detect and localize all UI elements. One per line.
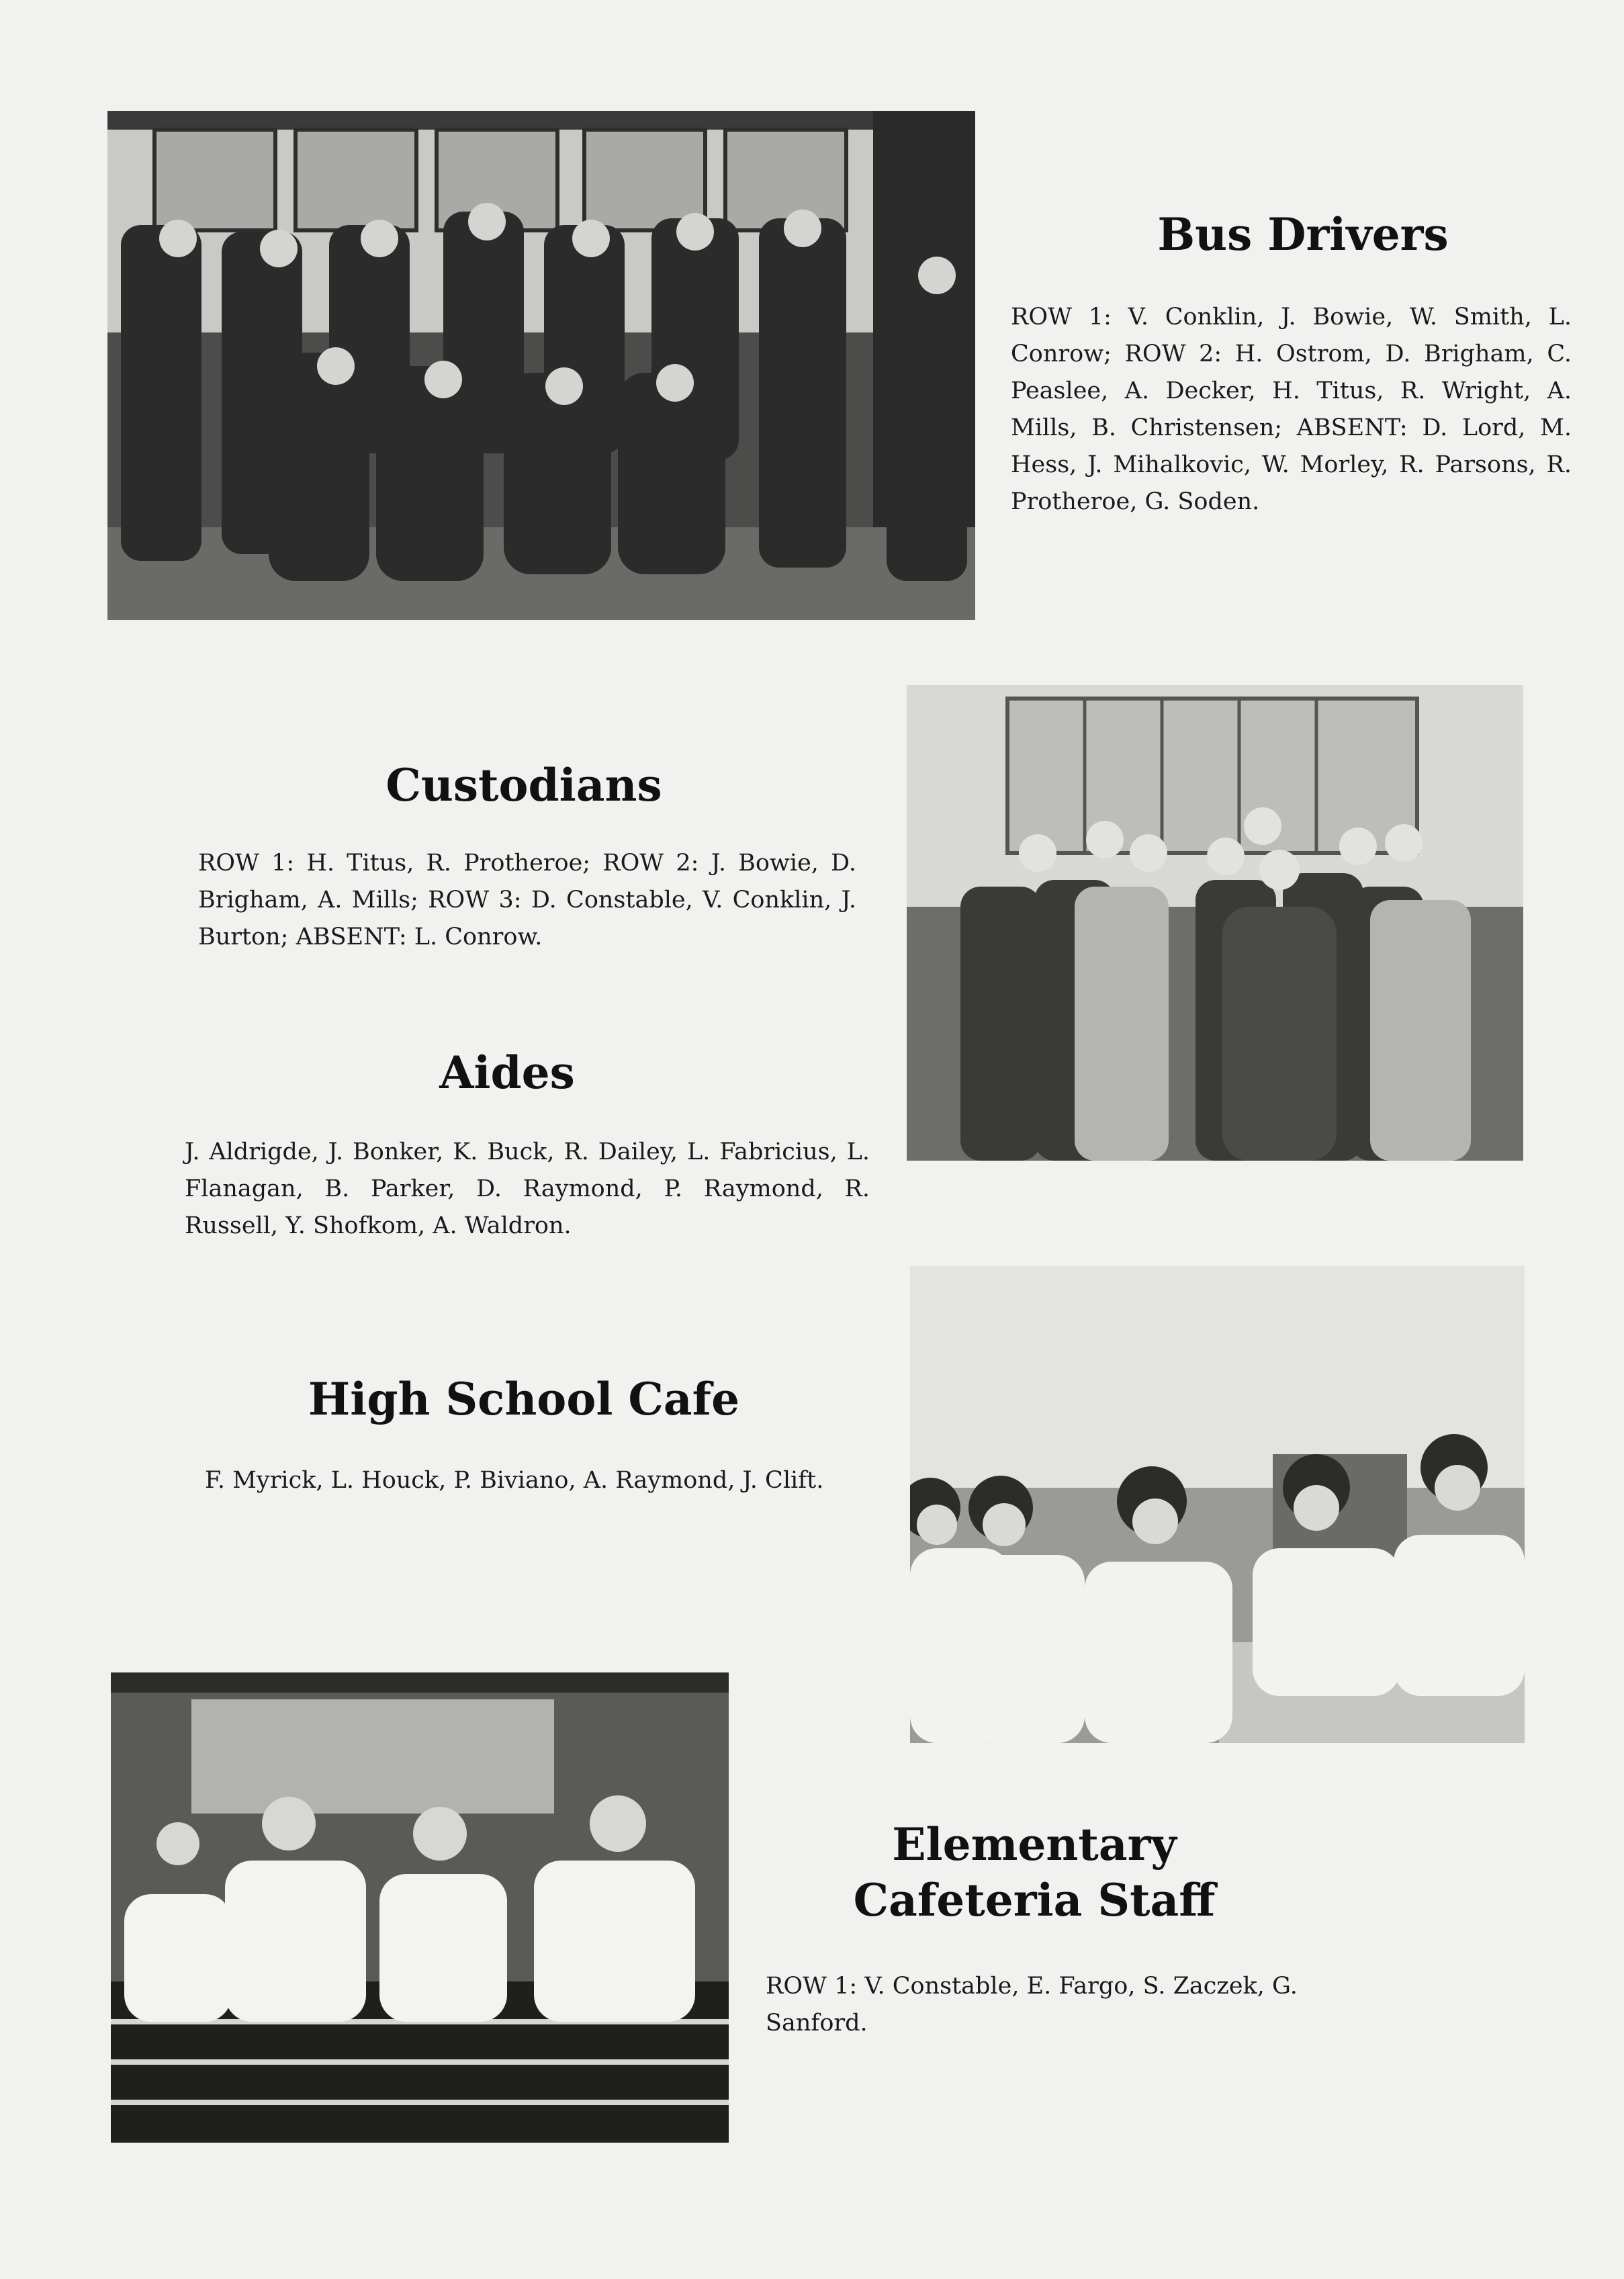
bus-drivers-caption: ROW 1: V. Conklin, J. Bowie, W. Smith, L. Conrow; ROW 2: H. Ostrom, D. Brigham, C. Peaslee, A. Decker, H. Titus, R. Wright, A. Mills, B. Christensen; ABSENT: D. Lord, M. Hess, J. Mihalkovic, W. Morley, R. Parsons, R. Protheroe, G. Soden.	[1011, 304, 1572, 515]
high-school-cafe-caption: F. Myrick, L. Houck, P. Biviano, A. Raymond, J. Clift.	[205, 1467, 824, 1494]
high-school-cafe-heading: High School Cafe	[308, 1373, 740, 1425]
bus-drivers-heading: Bus Drivers	[1157, 208, 1449, 261]
elementary-cafeteria-photo	[111, 1672, 729, 2143]
aides-heading: Aides	[439, 1046, 575, 1099]
bus-drivers-photo	[107, 111, 975, 620]
elementary-cafeteria-heading: Elementary Cafeteria Staff	[853, 1818, 1216, 1926]
custodians-caption: ROW 1: H. Titus, R. Protheroe; ROW 2: J. Bowie, D. Brigham, A. Mills; ROW 3: D. Constable, V. Conklin, J. Burton; ABSENT: L. Conrow.	[198, 850, 856, 950]
elementary-cafeteria-caption: ROW 1: V. Constable, E. Fargo, S. Zaczek, G. Sanford.	[766, 1973, 1298, 2037]
custodians-heading: Custodians	[386, 759, 662, 811]
high-school-cafe-photo	[910, 1266, 1525, 1743]
aides-caption: J. Aldrigde, J. Bonker, K. Buck, R. Dailey, L. Fabricius, L. Flanagan, B. Parker, D. Raymond, P. Raymond, R. Russell, Y. Shofkom, A. Waldron.	[185, 1138, 870, 1239]
custodians-photo	[907, 685, 1523, 1161]
